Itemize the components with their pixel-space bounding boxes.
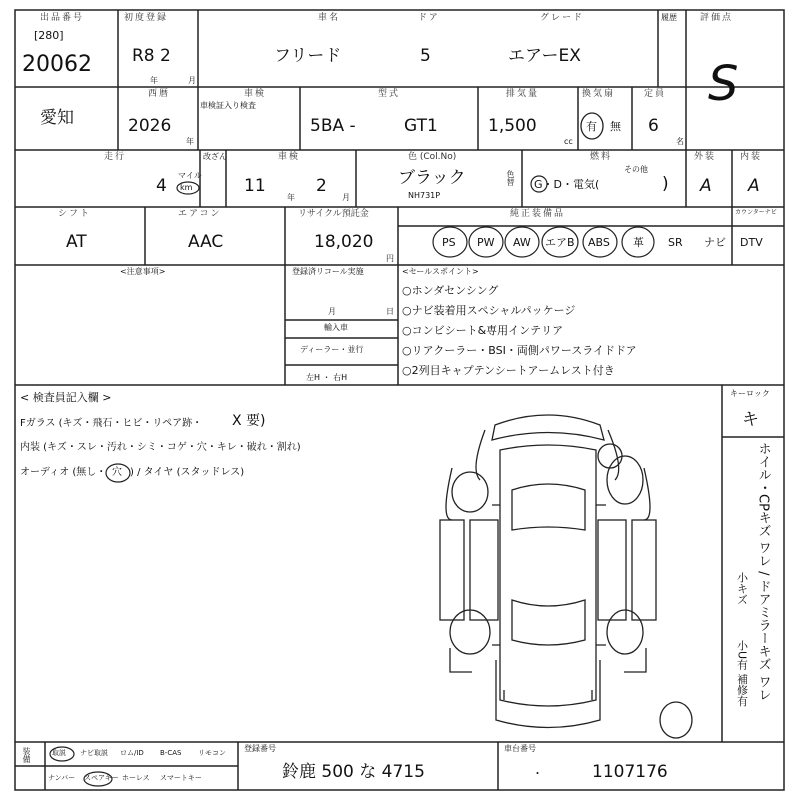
mileage-unit-km: km — [180, 183, 193, 192]
footer-item-manual: 取説 — [52, 749, 66, 757]
model-year: 2026 — [128, 116, 172, 136]
interior-note: 内装 (キズ・スレ・汚れ・シミ・コゲ・穴・キレ・破れ・割れ) — [20, 442, 301, 453]
model-name: フリード — [274, 46, 342, 66]
displacement: 1,500 — [488, 116, 537, 136]
aircon: AAC — [188, 232, 224, 252]
equip-aw: AW — [513, 236, 531, 249]
first-registration: R8 2 — [132, 46, 171, 66]
recycle-fee: 18,020 — [314, 232, 374, 252]
shift: AT — [66, 232, 87, 252]
shaken-month-unit: 月 — [342, 193, 350, 202]
mileage-label: 走行 — [104, 152, 127, 162]
inspection-title: < 検査員記入欄 > — [20, 391, 112, 404]
key-lock-label: キーロック — [730, 389, 770, 398]
first-registration-label: 初度登録 — [124, 13, 169, 23]
interior-score: A — [748, 176, 760, 196]
sales-point: ○ホンダセンシング — [402, 284, 499, 297]
score-label: 評価点 — [700, 13, 734, 23]
color-code: NH731P — [408, 191, 441, 200]
inspection-note: 車検証入り検査 — [200, 101, 256, 110]
recall-day: 日 — [386, 307, 394, 316]
lot-number: 20062 — [22, 52, 92, 77]
audio-note-a: オーディオ (無し・ — [20, 467, 107, 478]
lot-number-label: 出品番号 — [40, 13, 85, 23]
first-reg-month-unit: 月 — [188, 76, 196, 85]
audio-hole: 穴 — [112, 467, 122, 478]
model-name-label: 車名 — [318, 13, 341, 23]
first-reg-year-unit: 年 — [150, 76, 158, 85]
footer-item-hose: ホーレス — [122, 774, 150, 782]
mileage: 4 — [156, 176, 167, 196]
footer-item-bcas: B-CAS — [160, 749, 182, 757]
footer-item-navi-manual: ナビ取説 — [80, 749, 108, 757]
repair-note: 小U有 補修有 — [735, 640, 749, 707]
equip-sr: SR — [668, 236, 683, 249]
import-label: 輸入車 — [324, 323, 348, 332]
type-code: GT1 — [404, 116, 438, 136]
dtv-label: カウンターナビ — [735, 209, 777, 216]
location: 愛知 — [40, 108, 74, 128]
yen-unit: 円 — [386, 254, 394, 263]
recycle-label: リサイクル預託金 — [298, 209, 369, 219]
footer-item-rom: ロム/ID — [120, 749, 144, 757]
notice-label: <注意事項> — [120, 267, 166, 276]
footer-item-plate: ナンバー — [48, 774, 76, 782]
equip-navi: ナビ — [704, 236, 726, 249]
footer-item-smart-key: スマートキー — [160, 774, 202, 782]
fuel-other: その他 — [624, 165, 648, 174]
year-unit: 年 — [186, 137, 194, 146]
color-label: 色 (Col.No) — [408, 152, 457, 162]
mileage-unit-mile: マイル — [178, 171, 202, 180]
chassis-dot: ・ — [532, 767, 543, 780]
footer-equip-label: 装備 — [22, 747, 31, 763]
interior-label: 内装 — [740, 152, 763, 162]
grade: エアーEX — [508, 46, 581, 66]
equip-abs: ABS — [588, 236, 610, 249]
recall-label: 登録済リコール実施 — [292, 267, 364, 276]
lot-sub-code: [280] — [34, 29, 64, 42]
adjust-label: 改ざん — [203, 152, 227, 161]
shift-label: シフト — [58, 209, 92, 219]
sales-point: ○コンビシート&専用インテリア — [402, 324, 564, 337]
seats: 6 — [648, 116, 659, 136]
grade-label: グレード — [540, 13, 585, 23]
sales-point: ○リアクーラー・BSI・両側パワースライドドア — [402, 344, 637, 357]
doors-label: ドア — [418, 13, 440, 23]
shaken-label: 車検 — [278, 152, 301, 162]
equip-ps: PS — [442, 236, 456, 249]
small-scratch-note: 小キズ — [735, 572, 749, 605]
plate-number: 鈴鹿 500 な 4715 — [282, 762, 425, 782]
aircon-label: エアコン — [178, 209, 222, 219]
fuel-type: G・D・電気( — [534, 178, 600, 191]
doors: 5 — [420, 46, 431, 66]
shaken-year: 11 — [244, 176, 266, 196]
cc-unit: cc — [564, 137, 573, 146]
handle-side: 左H ・ 右H — [306, 373, 348, 382]
equip-leather: 革 — [633, 236, 644, 249]
displacement-label: 排気量 — [506, 89, 540, 99]
color-change: 色替 — [506, 170, 515, 186]
windshield-mark: X 要) — [232, 413, 266, 429]
year-label: 西暦 — [148, 89, 171, 99]
exterior-score: A — [700, 176, 712, 196]
color: ブラック — [398, 168, 466, 188]
score-value: S — [708, 56, 739, 112]
sales-point: ○2列目キャプテンシートアームレスト付き — [402, 364, 615, 377]
dealer-parallel: ディーラー・並行 — [300, 345, 364, 354]
inspection-label: 車検 — [244, 89, 267, 99]
fuel-close: ) — [662, 174, 669, 194]
history-label: 履歴 — [661, 13, 677, 22]
sales-points-label: <セールスポイント> — [402, 267, 479, 276]
equip-dtv: DTV — [740, 236, 763, 249]
key-lock-value: キ — [742, 410, 759, 430]
chassis-label: 車台番号 — [504, 744, 536, 753]
equipment-label: 純正装備品 — [510, 209, 566, 219]
seats-unit: 名 — [676, 137, 684, 146]
chassis-number: 1107176 — [592, 762, 668, 782]
equip-pw: PW — [477, 236, 495, 249]
shaken-month: 2 — [316, 176, 327, 196]
equip-airbag: エアB — [545, 236, 575, 249]
windshield-note: Fガラス (キズ・飛石・ヒビ・リペア跡・ — [20, 418, 203, 429]
footer-item-spare-key: スペアキー — [84, 774, 119, 782]
audio-note-b: ) / タイヤ (スタッドレス) — [130, 467, 245, 478]
fuel-label: 燃料 — [590, 152, 613, 162]
sales-point: ○ナビ装着用スペシャルパッケージ — [402, 304, 576, 317]
exterior-label: 外装 — [694, 152, 717, 162]
seats-label: 定員 — [644, 89, 667, 99]
footer-item-remote: リモコン — [198, 749, 226, 757]
ac-yes: 有 — [586, 120, 597, 133]
wheel-mirror-note: ホイル・CPキズ ワレ / ドアミラーキズ ワレ — [755, 442, 771, 701]
recall-month: 月 — [328, 307, 336, 316]
plate-label: 登録番号 — [244, 744, 276, 753]
ac-no: 無 — [610, 120, 621, 133]
type-label: 型式 — [378, 89, 401, 99]
type-prefix: 5BA - — [310, 116, 356, 136]
shaken-year-unit: 年 — [287, 193, 295, 202]
ac-label: 換気扇 — [582, 89, 616, 99]
